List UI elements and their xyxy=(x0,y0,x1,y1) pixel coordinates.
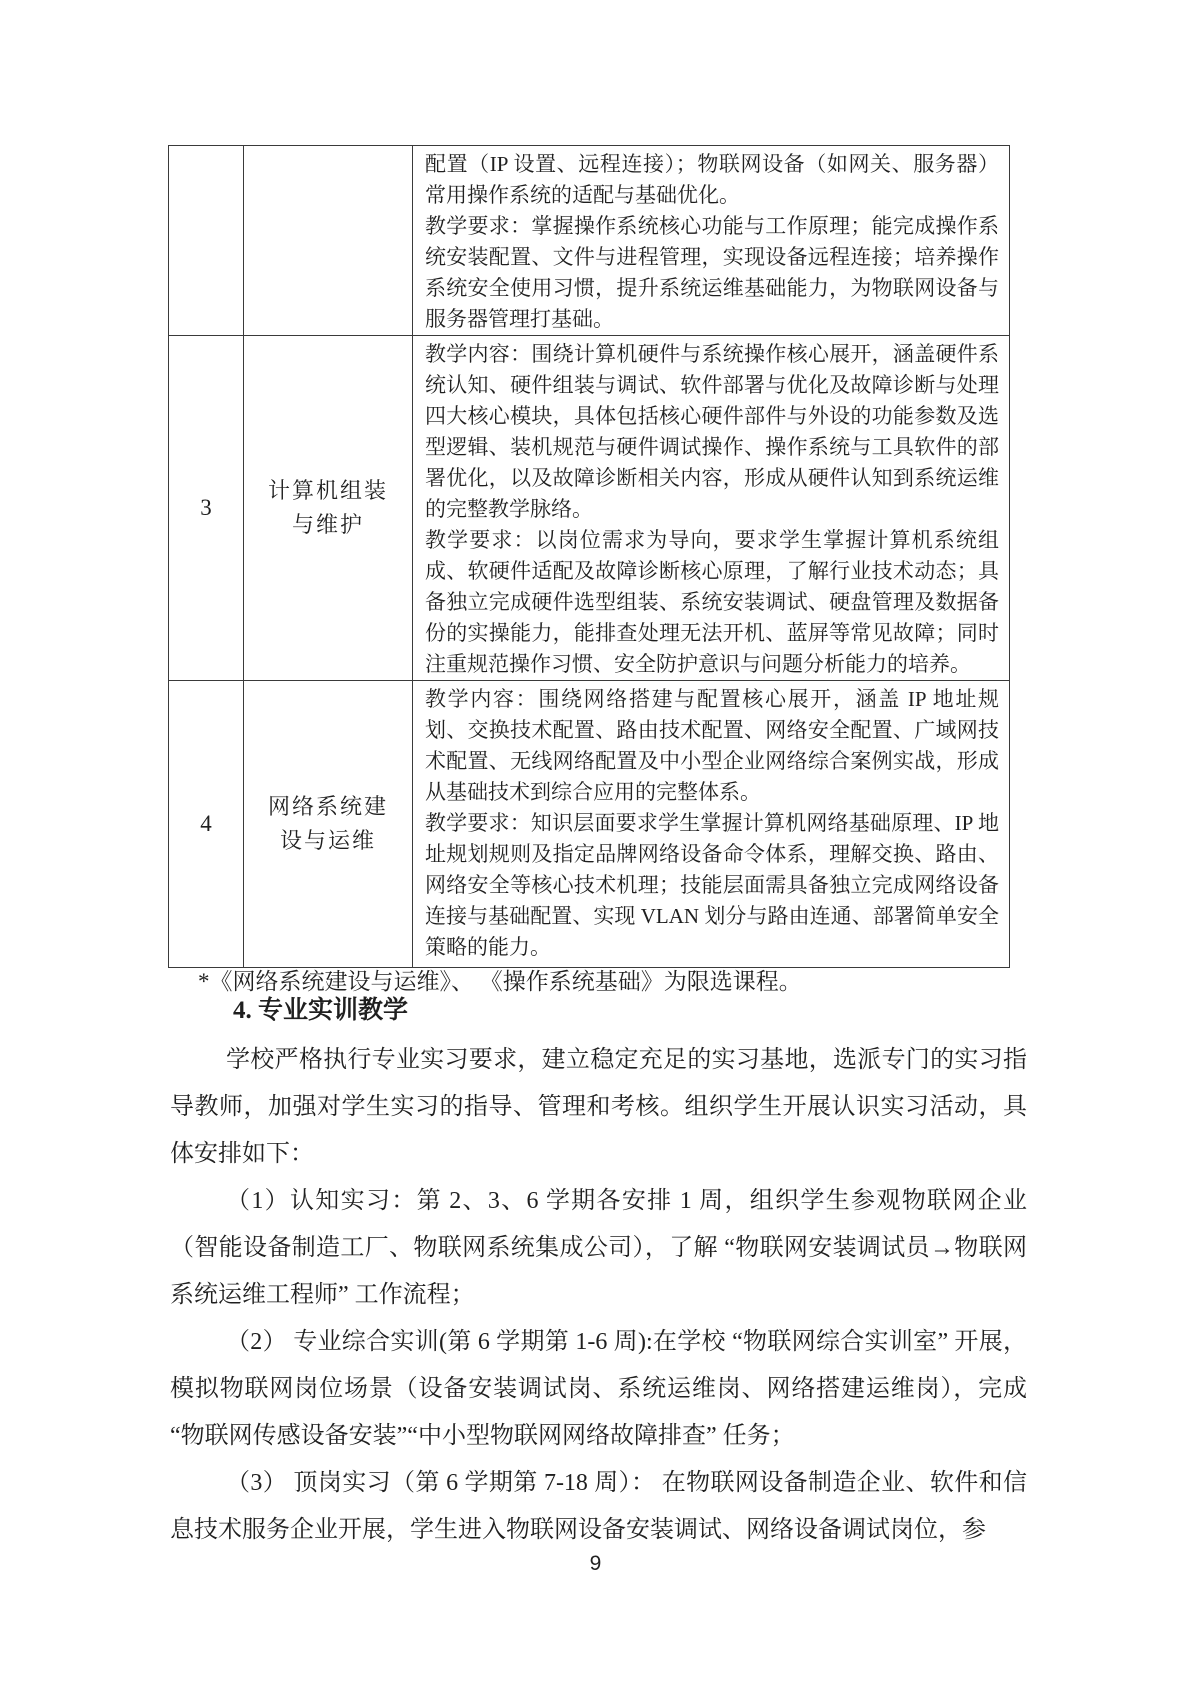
page-number: 9 xyxy=(589,1552,602,1575)
content-paragraph: 配置（IP 设置、远程连接）；物联网设备（如网关、服务器）常用操作系统的适配与基础优化。 xyxy=(425,152,999,207)
course-content-cell xyxy=(413,681,1010,968)
course-number-cell xyxy=(169,336,244,681)
body-text xyxy=(170,1037,1027,1554)
course-name-cell xyxy=(244,681,413,968)
content-paragraph: 教学要求：知识层面要求学生掌握计算机网络基础原理、IP 地址规划规则及指定品牌网络设备命令体系，理解交换、路由、网络安全等核心技术机理；技能层面需具备独立完成网络设备连接与基础配置、实现 VLAN 划分与路由连通、部署简单安全策略的能力。 xyxy=(425,811,999,959)
table-row xyxy=(169,146,1010,336)
body-paragraph: 学校严格执行专业实习要求，建立稳定充足的实习基地，选派专门的实习指导教师，加强对学生实习的指导、管理和考核。组织学生开展认识实习活动，具体安排如下： xyxy=(170,1047,1027,1167)
body-paragraph: （1）认知实习：第 2、3、6 学期各安排 1 周，组织学生参观物联网企业（智能设备制造工厂、物联网系统集成公司），了解 “物联网安装调试员→物联网系统运维工程师” 工作流程； xyxy=(170,1188,1027,1308)
content-paragraph: 教学要求：掌握操作系统核心功能与工作原理；能完成操作系统安装配置、文件与进程管理，实现设备远程连接；培养操作系统安全使用习惯，提升系统运维基础能力，为物联网设备与服务器管理打基础。 xyxy=(425,214,999,331)
course-number-cell xyxy=(169,681,244,968)
content-paragraph: 教学要求：以岗位需求为导向，要求学生掌握计算机系统组成、软硬件适配及故障诊断核心原理，了解行业技术动态；具备独立完成硬件选型组装、系统安装调试、硬盘管理及数据备份的实操能力，能排查处理无法开机、蓝屏等常见故障；同时注重规范操作习惯、安全防护意识与问题分析能力的培养。 xyxy=(425,528,999,676)
course-table xyxy=(168,145,1010,968)
table-row xyxy=(169,336,1010,681)
course-name-line: 与维护 xyxy=(291,512,364,537)
content-paragraph: 教学内容：围绕网络搭建与配置核心展开，涵盖 IP 地址规划、交换技术配置、路由技术配置、网络安全配置、广域网技术配置、无线网络配置及中小型企业网络综合案例实战，形成从基础技术到综合应用的完整体系。 xyxy=(425,687,999,804)
content-paragraph: 教学内容：围绕计算机硬件与系统操作核心展开，涵盖硬件系统认知、硬件组装与调试、软件部署与优化及故障诊断与处理四大核心模块，具体包括核心硬件部件与外设的功能参数及选型逻辑、装机规范与硬件调试操作、操作系统与工具软件的部署优化，以及故障诊断相关内容，形成从硬件认知到系统运维的完整教学脉络。 xyxy=(425,342,999,521)
course-content-cell xyxy=(413,336,1010,681)
course-name-line: 设与运维 xyxy=(279,828,376,853)
table-row xyxy=(169,681,1010,968)
course-content-cell xyxy=(413,146,1010,336)
course-name-line: 网络系统建 xyxy=(267,794,388,819)
course-number: 3 xyxy=(200,495,212,520)
course-name-cell xyxy=(244,146,413,336)
course-name-cell xyxy=(244,336,413,681)
course-number: 4 xyxy=(200,811,212,836)
course-number-cell xyxy=(169,146,244,336)
body-paragraph: （2） 专业综合实训(第 6 学期第 1-6 周):在学校 “物联网综合实训室” 开展，模拟物联网岗位场景（设备安装调试岗、系统运维岗、网络搭建运维岗），完成 “物联网传感设备安装”“中小型物联网网络故障排查” 任务； xyxy=(170,1329,1027,1449)
section-heading: 4. 专业实训教学 xyxy=(233,997,409,1024)
body-paragraph: （3） 顶岗实习（第 6 学期第 7-18 周）： 在物联网设备制造企业、软件和信息技术服务企业开展，学生进入物联网设备安装调试、网络设备调试岗位，参 xyxy=(170,1470,1027,1543)
footnote: *《网络系统建设与运维》、 《操作系统基础》为限选课程。 xyxy=(198,969,802,994)
course-name-line: 计算机组装 xyxy=(267,478,388,503)
